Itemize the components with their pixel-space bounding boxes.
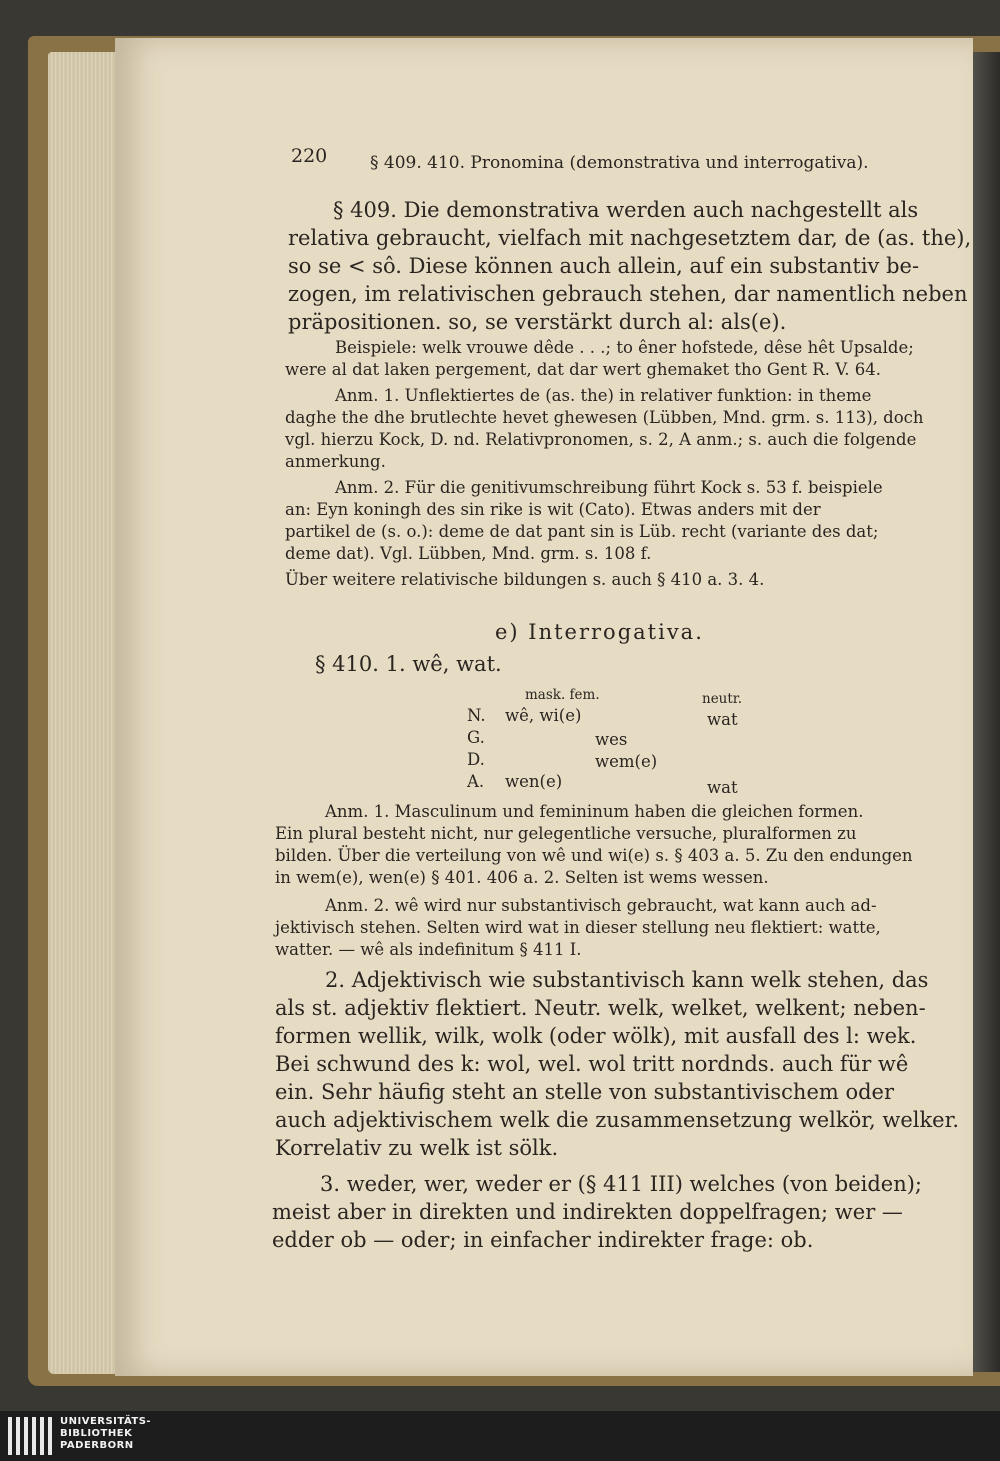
text-line: relativa gebraucht, vielfach mit nachgesetztem dar, de (as. the), — [288, 226, 972, 250]
text-line: Beispiele: welk vrouwe dêde . . .; to êner hofstede, dêse hêt Upsalde; — [335, 338, 914, 357]
text-line: vgl. hierzu Kock, D. nd. Relativpronomen, s. 2, A anm.; s. auch die folgende — [285, 430, 917, 449]
text-line: Ein plural besteht nicht, nur gelegentliche versuche, pluralformen zu — [275, 824, 857, 843]
text-line: were al dat laken pergement, dat dar wert ghemaket tho Gent R. V. 64. — [285, 360, 881, 379]
text-line: Anm. 1. Unflektiertes de (as. the) in relativer funktion: in theme — [335, 386, 872, 405]
text-line: meist aber in direkten und indirekten doppelfragen; wer — — [272, 1200, 903, 1224]
text-line: an: Eyn koningh des sin rike is wit (Cato). Etwas anders mit der — [285, 500, 821, 519]
library-name-line: BIBLIOTHEK — [60, 1428, 133, 1439]
case-label: A. — [467, 772, 485, 791]
form-common: wem(e) — [595, 752, 658, 771]
library-name — [60, 1416, 151, 1452]
text-line: zogen, im relativischen gebrauch stehen, dar namentlich neben — [288, 282, 968, 306]
text-line: Korrelativ zu welk ist sölk. — [275, 1136, 559, 1160]
text-line: 2. Adjektivisch wie substantivisch kann welk stehen, das — [325, 968, 929, 992]
text-line: ein. Sehr häufig steht an stelle von substantivischem oder — [275, 1080, 895, 1104]
section-410-heading: § 410. 1. wê, wat. — [315, 652, 502, 676]
text-line: in wem(e), wen(e) § 401. 406 a. 2. Selten ist wems wessen. — [275, 868, 769, 887]
library-name-line: PADERBORN — [60, 1440, 134, 1451]
text-line: präpositionen. so, se verstärkt durch al: als(e). — [288, 310, 787, 334]
text-line: anmerkung. — [285, 452, 386, 471]
text-line: deme dat). Vgl. Lübben, Mnd. grm. s. 108 f. — [285, 544, 652, 563]
section-heading: e) Interrogativa. — [495, 620, 704, 644]
text-line: Bei schwund des k: wol, wel. wol tritt nordnds. auch für wê — [275, 1052, 909, 1076]
book-page — [115, 38, 973, 1376]
text-line: formen wellik, wilk, wolk (oder wölk), mit ausfall des l: wek. — [275, 1024, 917, 1048]
text-line: Über weitere relativische bildungen s. auch § 410 a. 3. 4. — [285, 570, 765, 589]
text-line: partikel de (s. o.): deme de dat pant sin is Lüb. recht (variante des dat; — [285, 522, 879, 541]
text-line: watter. — wê als indefinitum § 411 I. — [275, 940, 582, 959]
case-label: N. — [467, 706, 486, 725]
page-number: 220 — [291, 145, 328, 167]
text-line: so se < sô. Diese können auch allein, auf ein substantiv be- — [288, 254, 920, 278]
case-label: G. — [467, 728, 485, 747]
text-line: Anm. 2. wê wird nur substantivisch gebraucht, wat kann auch ad- — [325, 896, 877, 915]
text-line: edder ob — oder; in einfacher indirekter frage: ob. — [272, 1228, 814, 1252]
text-line: bilden. Über die verteilung von wê und wi(e) s. § 403 a. 5. Zu den endungen — [275, 846, 913, 865]
column-header-masc-fem: mask. fem. — [525, 687, 600, 703]
case-label: D. — [467, 750, 485, 769]
column-header-neutr: neutr. — [702, 691, 743, 707]
running-title: § 409. 410. Pronomina (demonstrativa und interrogativa). — [370, 153, 869, 173]
form-masc-fem: wen(e) — [505, 772, 563, 791]
text-line: daghe the dhe brutlechte hevet ghewesen (Lübben, Mnd. grm. s. 113), doch — [285, 408, 924, 427]
form-common: wes — [595, 730, 628, 749]
library-footer — [0, 1411, 1000, 1461]
text-line: als st. adjektiv flektiert. Neutr. welk, welket, welkent; neben- — [275, 996, 926, 1020]
form-masc-fem: wê, wi(e) — [505, 706, 582, 725]
form-neutr: wat — [707, 778, 738, 797]
text-line: § 409. Die demonstrativa werden auch nachgestellt als — [333, 198, 919, 222]
text-line: auch adjektivischem welk die zusammensetzung welkör, welker. — [275, 1108, 960, 1132]
library-logo-icon — [8, 1417, 52, 1455]
text-line: Anm. 2. Für die genitivumschreibung führt Kock s. 53 f. beispiele — [335, 478, 883, 497]
library-name-line: UNIVERSITÄTS- — [60, 1416, 152, 1427]
text-line: 3. weder, wer, weder er (§ 411 III) welches (von beiden); — [320, 1172, 922, 1196]
form-neutr: wat — [707, 710, 738, 729]
text-line: jektivisch stehen. Selten wird wat in dieser stellung neu flektiert: watte, — [275, 918, 881, 937]
text-line: Anm. 1. Masculinum und femininum haben die gleichen formen. — [325, 802, 864, 821]
